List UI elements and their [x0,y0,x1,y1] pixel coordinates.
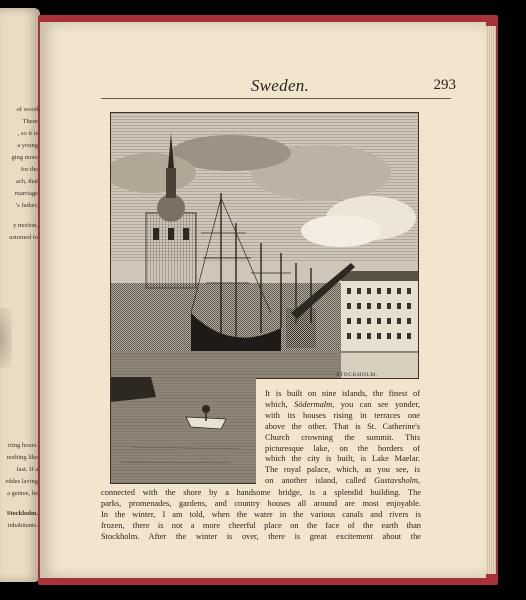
text-line: It is built on nine islands, the finest of [265,389,420,398]
stockholm-engraving [110,112,419,379]
left-page-fragment: a gentee, he [7,490,38,497]
left-page-fragment: 's father, [16,202,38,209]
left-page-fragment: These [22,118,38,125]
text-line: connected with the shore by a handsome bridge, is a splendid building. The [101,488,421,497]
left-page-fragment: , so it is [17,130,38,137]
text-line: In the winter, I am told, when the water in the various canals and rivers is [101,509,421,519]
engraving-drawing [111,113,418,378]
text-line: which the city is built, is Lake Maelar. [265,454,420,464]
italic-place-name: Södermalm [294,399,333,409]
left-page-fragment: inhabitants. [7,522,38,529]
left-page-fragment: marriage [14,190,38,197]
body-text-full-width [101,488,421,543]
engraving-water-drawing [111,377,256,483]
text-line: The royal palace, which, as you see, is [265,465,420,475]
left-page-fragment: nothing like [6,454,38,461]
text-line: with its houses rising in terraces one [265,410,420,420]
book-page [40,22,486,578]
text-line: parks, promenades, gardens, and country houses all around are most enjoyable. [101,498,421,508]
left-page-fragment: fast. If a [16,466,38,473]
left-page-fragment: rting hours. [8,442,38,449]
left-page-fragment: for the [20,166,38,173]
left-facing-page [0,8,40,582]
italic-place-name: Gustavsholm [374,476,418,486]
left-page-fragment: ging more [11,154,38,161]
text-line: Church crowning the summit. This [265,432,420,442]
text-line: Stockholm. After the winter is over, there is great excitement about the [101,531,421,541]
left-page-fragment: a young [17,142,38,149]
header-rule [101,98,451,99]
text-line: above the other. That is St. Catherine's [265,421,420,431]
text-line: on another island, called Gustavsholm, [265,476,420,486]
page-edge [486,26,496,574]
left-page-fragment: ustomed to [9,234,38,241]
text-line: frozen, there is not a more cheerful place on the face of the earth than [101,520,421,530]
body-text-beside-figure [265,389,420,487]
page-number: 293 [433,77,456,93]
left-page-stain [0,308,12,368]
engraving-lower-portion [110,377,256,484]
text-line: picturesque lake, on the borders of [265,443,420,453]
running-title: Sweden. [250,76,310,95]
figure-caption: STOCKHOLM. [336,372,378,378]
left-page-fragment: eddes laving [5,478,38,485]
left-page-fragment: Stockholm. [6,510,38,517]
text-line: which, Södermalm, you can see yonder, [265,399,420,409]
left-page-fragment: ach, that [15,178,38,185]
left-page-fragment: of wood [16,106,38,113]
left-page-fragment: y motion, [13,222,38,229]
